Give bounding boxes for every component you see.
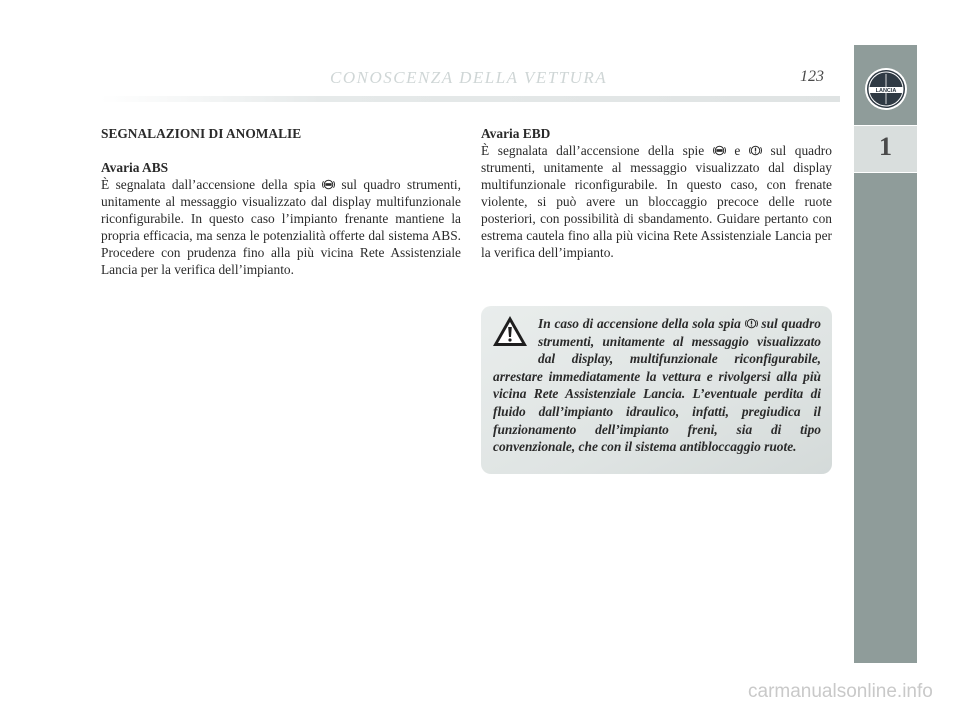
ebd-text-start: È segnalata dall’accensione della spie: [481, 143, 705, 158]
abs-text-start: È segnalata dall’accensione della spia: [101, 177, 316, 192]
warning-text: [493, 315, 821, 456]
section-heading: SEGNALAZIONI DI ANOMALIE: [101, 126, 302, 141]
header-title: CONOSCENZA DELLA VETTURA: [330, 68, 608, 87]
abs-paragraph: [101, 176, 461, 278]
chapter-number: 1: [879, 132, 892, 161]
warning-text-start: In caso di accensione della sola spia: [538, 316, 741, 331]
chapter-sidebar: [854, 45, 917, 663]
warning-text-end: sul quadro strumenti, unitamente al messaggio visualizzato dal display, multifunzionale riconfigurabile, arrestare immediatamente la vettura e rivolgersi alla più vicina Rete Assistenziale Lancia. L’eventuale perdita di fluido dall’impianto idraulico, infatti, pregiudica il funzionamento dell’impianto freni, sia di tipo convenzionale, che con il sistema antibloccaggio ruote.: [493, 316, 821, 455]
sidebar-divider: [854, 172, 917, 173]
watermark: carmanualsonline.info: [748, 681, 933, 702]
ebd-text-end: sul quadro strumenti, unitamente al messaggio visualizzato dal display multifunzionale riconfigurabile. In questo caso, con frenate violente, si può avere un bloccaggio precoce delle ruote posteriori, con possibilità di sbandamento. Guidare pertanto con estrema cautela fino alla più vicina Rete Assistenziale Lancia per la verifica dell’impianto.: [481, 143, 832, 260]
abs-heading: Avaria ABS: [101, 160, 169, 175]
brake-warning-light-icon: [745, 317, 758, 330]
right-column: [481, 125, 832, 261]
ebd-text-conj: e: [734, 143, 741, 158]
page-number: 123: [800, 68, 824, 85]
sidebar-logo-box: [854, 45, 917, 125]
ebd-heading: Avaria EBD: [481, 126, 551, 141]
abs-text-end: sul quadro strumenti, unitamente al messaggio visualizzato dal display multifunzionale riconfigurabile. In questo caso l’impianto frenante mantiene la propria efficacia, ma senza le potenzialità offerte dal sistema ABS. Procedere con prudenza fino alla più vicina Rete Assistenziale Lancia per la verifica dell’impianto.: [101, 177, 461, 277]
left-column: [101, 125, 461, 278]
lancia-logo-icon: [864, 67, 908, 111]
header-rule: [100, 96, 840, 102]
brake-warning-light-icon: [749, 144, 762, 157]
ebd-paragraph: [481, 142, 832, 261]
svg-text:LANCIA: LANCIA: [875, 88, 897, 94]
warning-box: [481, 306, 832, 474]
sidebar-chapter-box: [854, 126, 917, 172]
abs-warning-light-icon: [322, 178, 335, 191]
abs-warning-light-icon: [713, 144, 726, 157]
